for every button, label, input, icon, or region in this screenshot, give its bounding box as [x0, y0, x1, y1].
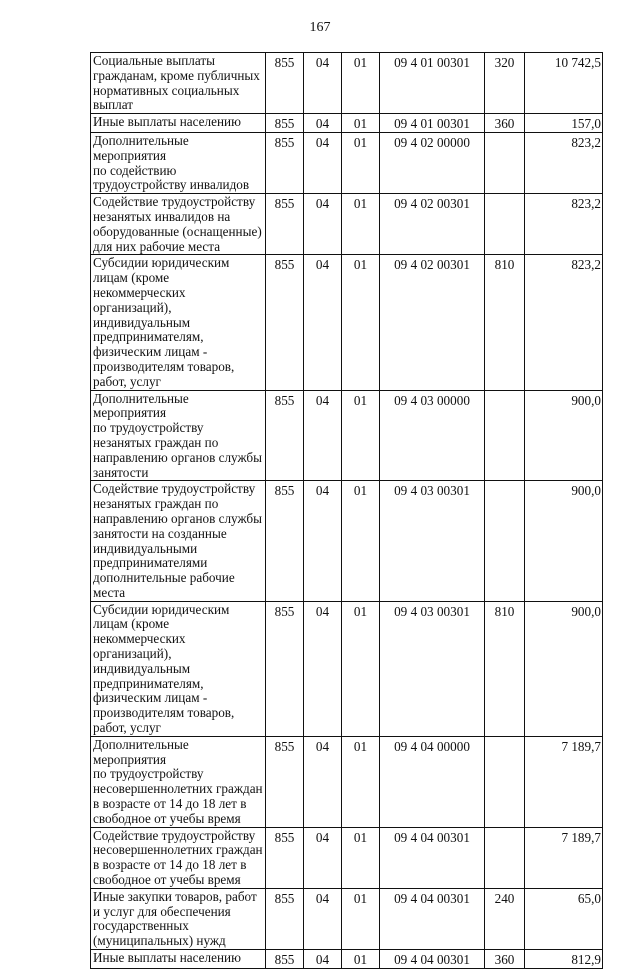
expense-type-cell: [485, 481, 525, 601]
target-article-cell: 09 4 02 00301: [380, 194, 485, 255]
grbs-code-cell: 855: [266, 601, 304, 736]
table-row: [91, 114, 603, 133]
grbs-code-cell: 855: [266, 481, 304, 601]
grbs-code-cell: 855: [266, 114, 304, 133]
amount-cell: 7 189,7: [525, 736, 603, 827]
subsection-code-cell: 01: [342, 950, 380, 969]
section-code-cell: 04: [304, 132, 342, 193]
row-name-cell: Содействие трудоустройству незанятых граждан по направлению органов службы занятости на созданные индивидуальными предпринимателями дополнительные рабочие места: [91, 481, 266, 601]
table-row: [91, 132, 603, 193]
grbs-code-cell: 855: [266, 736, 304, 827]
section-code-cell: 04: [304, 194, 342, 255]
expense-type-cell: [485, 390, 525, 481]
expense-type-cell: 240: [485, 888, 525, 949]
grbs-code-cell: 855: [266, 888, 304, 949]
expense-type-cell: [485, 132, 525, 193]
amount-cell: 823,2: [525, 132, 603, 193]
section-code-cell: 04: [304, 255, 342, 390]
amount-cell: 65,0: [525, 888, 603, 949]
amount-cell: 823,2: [525, 255, 603, 390]
target-article-cell: 09 4 04 00000: [380, 736, 485, 827]
row-name-cell: Содействие трудоустройству незанятых инвалидов на оборудованные (оснащенные) для них рабочие места: [91, 194, 266, 255]
amount-cell: 900,0: [525, 601, 603, 736]
subsection-code-cell: 01: [342, 736, 380, 827]
row-name-cell: Иные закупки товаров, работ и услуг для обеспечения государственных (муниципальных) нужд: [91, 888, 266, 949]
section-code-cell: 04: [304, 481, 342, 601]
table-row: [91, 736, 603, 827]
table-row: [91, 481, 603, 601]
target-article-cell: 09 4 03 00000: [380, 390, 485, 481]
budget-table-body: [91, 53, 603, 969]
table-row: [91, 390, 603, 481]
target-article-cell: 09 4 01 00301: [380, 53, 485, 114]
amount-cell: 10 742,5: [525, 53, 603, 114]
subsection-code-cell: 01: [342, 888, 380, 949]
section-code-cell: 04: [304, 390, 342, 481]
expense-type-cell: 320: [485, 53, 525, 114]
amount-cell: 7 189,7: [525, 827, 603, 888]
subsection-code-cell: 01: [342, 53, 380, 114]
table-row: [91, 53, 603, 114]
target-article-cell: 09 4 03 00301: [380, 601, 485, 736]
table-row: [91, 194, 603, 255]
grbs-code-cell: 855: [266, 53, 304, 114]
subsection-code-cell: 01: [342, 132, 380, 193]
row-name-cell: Дополнительные мероприятия по содействию трудоустройству инвалидов: [91, 132, 266, 193]
grbs-code-cell: 855: [266, 194, 304, 255]
expense-type-cell: [485, 827, 525, 888]
expense-type-cell: 360: [485, 114, 525, 133]
grbs-code-cell: 855: [266, 255, 304, 390]
section-code-cell: 04: [304, 601, 342, 736]
budget-table: [90, 52, 603, 969]
row-name-cell: Дополнительные мероприятия по трудоустройству несовершеннолетних граждан в возрасте от 14 до 18 лет в свободное от учебы время: [91, 736, 266, 827]
grbs-code-cell: 855: [266, 827, 304, 888]
row-name-cell: Дополнительные мероприятия по трудоустройству незанятых граждан по направлению органов службы занятости: [91, 390, 266, 481]
expense-type-cell: 360: [485, 950, 525, 969]
table-row: [91, 601, 603, 736]
row-name-cell: Иные выплаты населению: [91, 950, 266, 969]
expense-type-cell: [485, 194, 525, 255]
row-name-cell: Субсидии юридическим лицам (кроме некоммерческих организаций), индивидуальным предпринимателям, физическим лицам - производителям товаров, работ, услуг: [91, 255, 266, 390]
row-name-cell: Социальные выплаты гражданам, кроме публичных нормативных социальных выплат: [91, 53, 266, 114]
section-code-cell: 04: [304, 827, 342, 888]
amount-cell: 900,0: [525, 390, 603, 481]
table-row: [91, 255, 603, 390]
target-article-cell: 09 4 04 00301: [380, 827, 485, 888]
subsection-code-cell: 01: [342, 601, 380, 736]
amount-cell: 823,2: [525, 194, 603, 255]
section-code-cell: 04: [304, 888, 342, 949]
subsection-code-cell: 01: [342, 481, 380, 601]
expense-type-cell: [485, 736, 525, 827]
grbs-code-cell: 855: [266, 950, 304, 969]
target-article-cell: 09 4 02 00000: [380, 132, 485, 193]
subsection-code-cell: 01: [342, 114, 380, 133]
expense-type-cell: 810: [485, 255, 525, 390]
target-article-cell: 09 4 01 00301: [380, 114, 485, 133]
amount-cell: 812,9: [525, 950, 603, 969]
amount-cell: 157,0: [525, 114, 603, 133]
row-name-cell: Содействие трудоустройству несовершеннолетних граждан в возрасте от 14 до 18 лет в свободное от учебы время: [91, 827, 266, 888]
subsection-code-cell: 01: [342, 827, 380, 888]
target-article-cell: 09 4 04 00301: [380, 950, 485, 969]
section-code-cell: 04: [304, 114, 342, 133]
section-code-cell: 04: [304, 53, 342, 114]
target-article-cell: 09 4 02 00301: [380, 255, 485, 390]
subsection-code-cell: 01: [342, 390, 380, 481]
expense-type-cell: 810: [485, 601, 525, 736]
subsection-code-cell: 01: [342, 255, 380, 390]
target-article-cell: 09 4 04 00301: [380, 888, 485, 949]
row-name-cell: Субсидии юридическим лицам (кроме некоммерческих организаций), индивидуальным предпринимателям, физическим лицам - производителям товаров, работ, услуг: [91, 601, 266, 736]
grbs-code-cell: 855: [266, 390, 304, 481]
table-row: [91, 888, 603, 949]
grbs-code-cell: 855: [266, 132, 304, 193]
subsection-code-cell: 01: [342, 194, 380, 255]
table-row: [91, 827, 603, 888]
target-article-cell: 09 4 03 00301: [380, 481, 485, 601]
row-name-cell: Иные выплаты населению: [91, 114, 266, 133]
amount-cell: 900,0: [525, 481, 603, 601]
table-row: [91, 950, 603, 969]
section-code-cell: 04: [304, 736, 342, 827]
page-number: 167: [309, 20, 331, 35]
section-code-cell: 04: [304, 950, 342, 969]
